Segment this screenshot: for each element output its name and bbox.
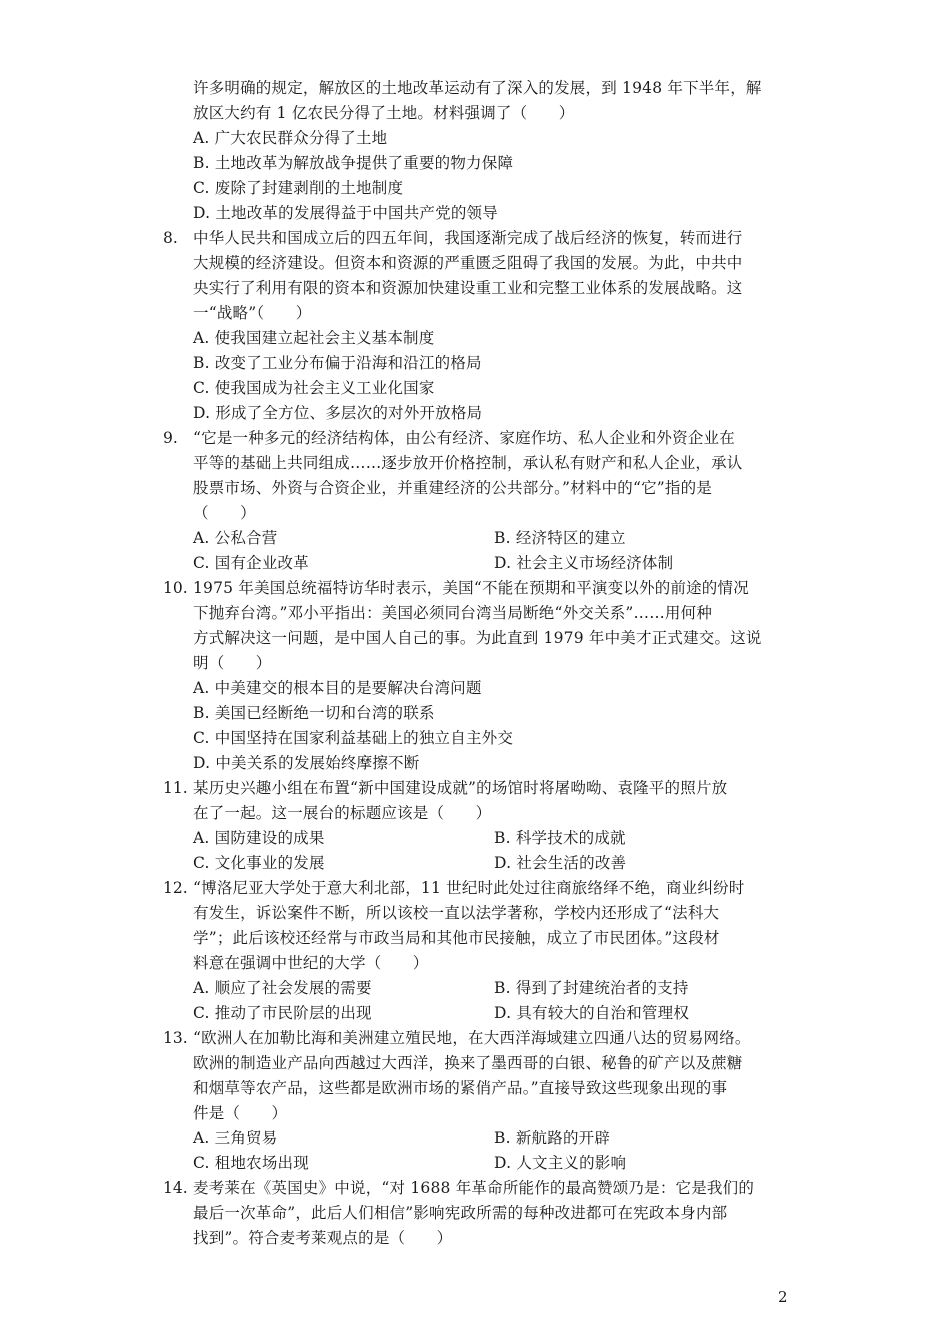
option-b: B. 经济特区的建立	[494, 529, 626, 547]
question-text-line: 件是（ ）	[193, 1104, 288, 1122]
option-d: D. 中美关系的发展始终摩擦不断	[193, 754, 420, 772]
option-d: D. 具有较大的自治和管理权	[494, 1004, 690, 1022]
option-d: D. 社会生活的改善	[494, 854, 627, 872]
question-text-line: “博洛尼亚大学处于意大利北部，11 世纪时此处过往商旅络绎不绝，商业纠纷时	[193, 879, 745, 897]
question-text-line: 最后一次革命”，此后人们相信”影响宪政所需的每种改进都可在宪政本身内部	[193, 1204, 728, 1222]
option-a: A. 公私合营	[193, 529, 278, 547]
question-text-line: 麦考莱在《英国史》中说，“对 1688 年革命所能作的最高赞颂乃是：它是我们的	[193, 1179, 755, 1197]
question-text-line: （ ）	[193, 504, 256, 522]
option-d: D. 形成了全方位、多层次的对外开放格局	[193, 404, 483, 422]
question-number: 12.	[163, 879, 188, 897]
question-number: 10.	[163, 579, 188, 597]
question-number: 11.	[163, 779, 188, 797]
option-a: A. 国防建设的成果	[193, 829, 325, 847]
question-text-line: 在了一起。这一展台的标题应该是（ ）	[193, 804, 492, 822]
option-b: B. 新航路的开辟	[494, 1129, 611, 1147]
page-number: 2	[778, 1288, 788, 1306]
question-number: 13.	[163, 1029, 188, 1047]
option-b: B. 土地改革为解放战争提供了重要的物力保障	[193, 154, 514, 172]
question-text-line: 央实行了利用有限的资本和资源加快建设重工业和完整工业体系的发展战略。这	[193, 279, 743, 297]
option-a: A. 中美建交的根本目的是要解决台湾问题	[193, 679, 482, 697]
question-number: 8.	[163, 229, 178, 247]
question-text-line: 1975 年美国总统福特访华时表示，美国“不能在预期和平演变以外的前途的情况	[193, 579, 749, 597]
question-text-line: 下抛弃台湾。”邓小平指出：美国必须同台湾当局断绝“外交关系”……用何种	[193, 604, 713, 622]
option-a: A. 广大农民群众分得了土地	[193, 129, 388, 147]
option-a: A. 顺应了社会发展的需要	[193, 979, 372, 997]
question-text-line: 和烟草等农产品，这些都是欧洲市场的紧俏产品。”直接导致这些现象出现的事	[193, 1079, 728, 1097]
option-b: B. 科学技术的成就	[494, 829, 626, 847]
question-text-line: “欧洲人在加勒比海和美洲建立殖民地，在大西洋海域建立四通八达的贸易网络。	[193, 1029, 751, 1047]
option-c: C. 国有企业改革	[193, 554, 309, 572]
option-c: C. 租地农场出现	[193, 1154, 309, 1172]
option-b: B. 得到了封建统治者的支持	[494, 979, 689, 997]
option-d: D. 土地改革的发展得益于中国共产党的领导	[193, 204, 498, 222]
option-c: C. 文化事业的发展	[193, 854, 325, 872]
option-a: A. 三角贸易	[193, 1129, 278, 1147]
question-text-line: 股票市场、外资与合资企业，并重建经济的公共部分。”材料中的“它”指的是	[193, 479, 713, 497]
question-text-line: 平等的基础上共同组成……逐步放开价格控制，承认私有财产和私人企业，承认	[193, 454, 743, 472]
question-text-line: 一“战略”（ ）	[193, 304, 312, 322]
option-c: C. 废除了封建剥削的土地制度	[193, 179, 404, 197]
question-text-line: 明（ ）	[193, 654, 272, 672]
question-number: 14.	[163, 1179, 188, 1197]
option-d: D. 人文主义的影响	[494, 1154, 627, 1172]
question-text-line: 中华人民共和国成立后的四五年间，我国逐渐完成了战后经济的恢复，转而进行	[193, 229, 743, 247]
option-a: A. 使我国建立起社会主义基本制度	[193, 329, 435, 347]
question-number: 9.	[163, 429, 178, 447]
question-text-line: 料意在强调中世纪的大学（ ）	[193, 954, 429, 972]
question-text-line: 有发生，诉讼案件不断，所以该校一直以法学著称，学校内还形成了“法科大	[193, 904, 720, 922]
option-c: C. 推动了市民阶层的出现	[193, 1004, 372, 1022]
question-text-line: “它是一种多元的经济结构体，由公有经济、家庭作坊、私人企业和外资企业在	[193, 429, 735, 447]
question-text-line: 某历史兴趣小组在布置“新中国建设成就”的场馆时将屠呦呦、袁隆平的照片放	[193, 779, 728, 797]
question-text-line: 方式解决这一问题，是中国人自己的事。为此直到 1979 年中美才正式建交。这说	[193, 629, 762, 647]
option-c: C. 中国坚持在国家利益基础上的独立自主外交	[193, 729, 514, 747]
option-b: B. 美国已经断绝一切和台湾的联系	[193, 704, 435, 722]
option-c: C. 使我国成为社会主义工业化国家	[193, 379, 435, 397]
question-text-line: 欧洲的制造业产品向西越过大西洋，换来了墨西哥的白银、秘鲁的矿产以及蔗糖	[193, 1054, 743, 1072]
question-text-line: 学”；此后该校还经常与市政当局和其他市民接触，成立了市民团体。”这段材	[193, 929, 720, 947]
question-text-line: 找到”。符合麦考莱观点的是（ ）	[193, 1229, 453, 1247]
question-text-line: 大规模的经济建设。但资本和资源的严重匮乏阻碍了我国的发展。为此，中共中	[193, 254, 743, 272]
question-text-line: 许多明确的规定，解放区的土地改革运动有了深入的发展，到 1948 年下半年，解	[193, 79, 762, 97]
question-text-line: 放区大约有 1 亿农民分得了土地。材料强调了（ ）	[193, 104, 575, 122]
option-b: B. 改变了工业分布偏于沿海和沿江的格局	[193, 354, 482, 372]
option-d: D. 社会主义市场经济体制	[494, 554, 674, 572]
